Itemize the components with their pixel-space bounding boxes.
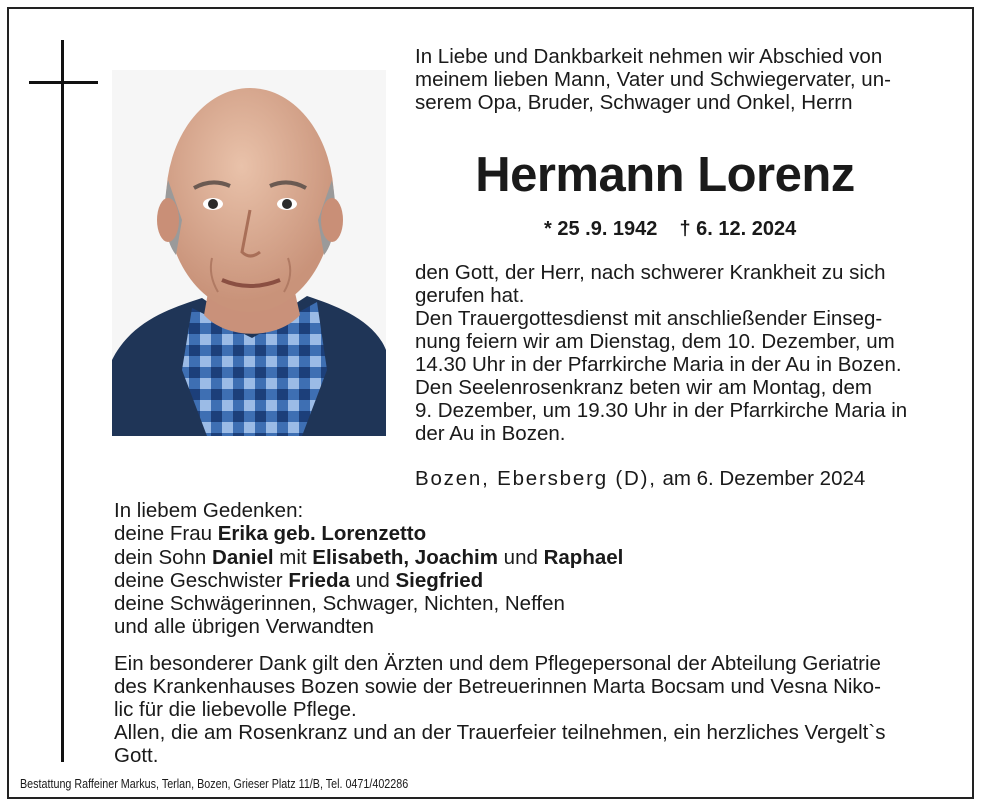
thanks-line: Allen, die am Rosenkranz und an der Trauerfeier teilnehmen, ein herzliches Vergelt`s: [114, 721, 886, 744]
mourner-name: Erika geb. Lorenzetto: [217, 522, 427, 546]
mourner-connector: und: [497, 545, 544, 569]
mourner-name: Elisabeth, Joachim: [312, 545, 498, 569]
intro-line: meinem lieben Mann, Vater und Schwiegervater, un-: [415, 68, 891, 91]
thanks-text: [114, 652, 964, 767]
thanks-line: lic für die liebevolle Pflege.: [114, 698, 357, 721]
mourner-connector: und: [349, 568, 396, 592]
mourner-name: Frieda: [288, 568, 350, 592]
mourner-connector: mit: [273, 545, 313, 569]
date: am 6. Dezember 2024: [662, 467, 866, 490]
portrait-photo: [112, 70, 386, 436]
mourners-list: [114, 499, 814, 639]
body-line: nung feiern wir am Dienstag, dem 10. Dezember, um: [415, 330, 895, 353]
deceased-name: Hermann Lorenz: [475, 148, 855, 202]
mourner-wife: [114, 522, 814, 545]
mourners-heading: In liebem Gedenken:: [114, 499, 304, 522]
birth-date: * 25 .9. 1942: [544, 218, 658, 240]
thanks-line: Ein besonderer Dank gilt den Ärzten und dem Pflegepersonal der Abteilung Geriatrie: [114, 652, 881, 675]
body-line: 14.30 Uhr in der Pfarrkirche Maria in der Au in Bozen.: [415, 353, 902, 376]
thanks-line: des Krankenhauses Bozen sowie der Betreuerinnen Marta Bocsam und Vesna Niko-: [114, 675, 881, 698]
mourner-name: Raphael: [543, 545, 624, 569]
intro-line: In Liebe und Dankbarkeit nehmen wir Abschied von: [415, 45, 883, 68]
mourner-relation: deine Frau: [114, 522, 218, 546]
thanks-line: Gott.: [114, 744, 159, 767]
body-line: gerufen hat.: [415, 284, 525, 307]
body-line: der Au in Bozen.: [415, 422, 566, 445]
service-details: [415, 261, 965, 445]
intro-text: [415, 45, 960, 114]
mourner-son: [114, 546, 814, 569]
death-date: † 6. 12. 2024: [679, 218, 797, 240]
mourner-name: Daniel: [212, 545, 274, 569]
place: Bozen, Ebersberg (D),: [415, 467, 657, 490]
cross-icon-bar: [29, 81, 98, 84]
body-line: 9. Dezember, um 19.30 Uhr in der Pfarrkirche Maria in: [415, 399, 908, 422]
body-line: den Gott, der Herr, nach schwerer Krankheit zu sich: [415, 261, 886, 284]
mourner-relation: deine Geschwister: [114, 568, 289, 592]
cross-icon: [61, 40, 64, 762]
body-line: Den Trauergottesdienst mit anschließender Einseg-: [415, 307, 883, 330]
mourner-relation: dein Sohn: [114, 545, 213, 569]
place-date-line: [415, 467, 865, 491]
mourner-name: Siegfried: [395, 568, 484, 592]
mourner-in-laws: deine Schwägerinnen, Schwager, Nichten, Neffen: [114, 592, 565, 616]
funeral-home-footer: Bestattung Raffeiner Markus, Terlan, Bozen, Grieser Platz 11/B, Tel. 0471/402286: [20, 777, 409, 791]
intro-line: serem Opa, Bruder, Schwager und Onkel, Herrn: [415, 91, 853, 114]
mourner-relatives: und alle übrigen Verwandten: [114, 615, 374, 639]
body-line: Den Seelenrosenkranz beten wir am Montag, dem: [415, 376, 872, 399]
obituary-notice: [7, 7, 974, 799]
mourner-siblings: [114, 569, 814, 592]
life-dates: [544, 217, 796, 241]
